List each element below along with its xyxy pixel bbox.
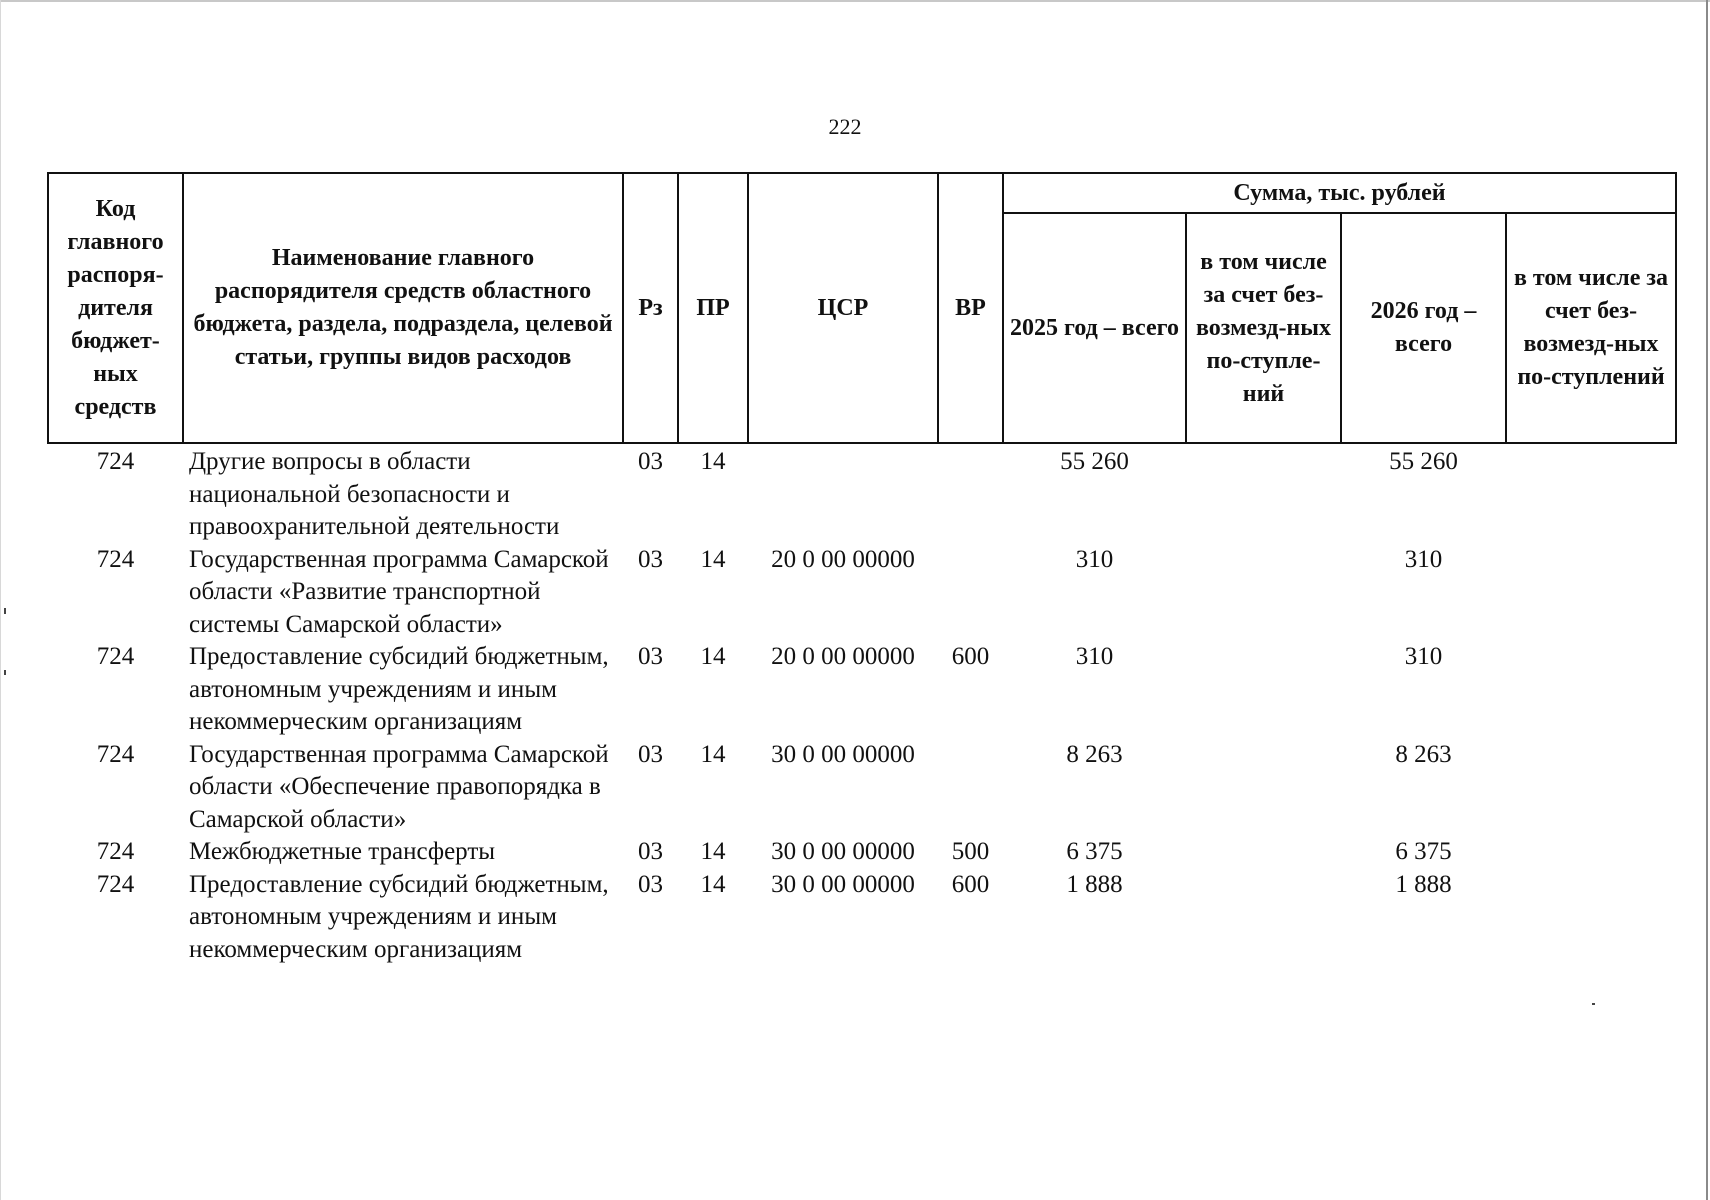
cell-rz: 03 [638,740,663,768]
cell-2025-total: 310 [1075,545,1114,573]
cell-rz: 03 [638,448,663,475]
table-header [48,173,1676,443]
cell-name: Государственная программа Самарской области «Обеспечение правопорядка в Самарской области» [189,740,609,833]
cell-csr: 30 0 00 00000 [771,870,915,898]
cell-2025-free [1186,443,1341,544]
page-number: 222 [828,114,862,139]
cell-csr: 20 0 00 00000 [771,643,915,670]
cell-2026-free [1506,739,1676,837]
cell-2025-free [1186,544,1341,642]
cell-2025-total: 8 263 [1066,740,1123,768]
cell-csr: 30 0 00 00000 [771,838,915,865]
cell-2025-free [1186,836,1341,869]
cell-2026-total: 55 260 [1389,448,1458,475]
budget-table [47,172,1677,966]
cell-pr: 14 [700,740,726,768]
scan-edge-right [1706,0,1708,1200]
scan-speck [4,670,6,675]
table-row [48,443,1676,544]
cell-2025-total: 1 888 [1066,870,1123,898]
cell-2026-free [1506,641,1676,739]
header-pr: ПР [678,173,748,443]
header-row-top [48,173,1676,213]
cell-name: Государственная программа Самарской области «Развитие транспортной системы Самарской области» [189,545,609,638]
header-2026-free: в том числе за счет без-возмезд-ных по-ступлений [1506,213,1676,443]
scan-speck [4,608,6,614]
cell-2026-total: 310 [1404,643,1443,670]
scan-edge-left [0,0,1,1200]
header-name: Наименование главного распорядителя средств областного бюджета, раздела, подраздела, целевой статьи, группы видов расходов [183,173,623,443]
table-row [48,739,1676,837]
header-rz: Рз [623,173,678,443]
cell-2025-free [1186,641,1341,739]
cell-vr [938,443,1003,544]
table-row [48,641,1676,739]
cell-pr: 14 [700,870,726,898]
cell-rz: 03 [638,870,663,898]
cell-code: 724 [96,870,135,898]
cell-2025-total: 55 260 [1060,448,1129,475]
cell-2026-free [1506,544,1676,642]
cell-vr: 600 [951,870,990,898]
cell-rz: 03 [638,838,663,865]
header-vr: ВР [938,173,1003,443]
cell-code: 724 [96,448,135,475]
cell-2026-total: 6 375 [1395,838,1452,865]
cell-vr [938,544,1003,642]
header-sum-group: Сумма, тыс. рублей [1003,173,1676,213]
cell-pr: 14 [700,643,726,670]
table-row [48,836,1676,869]
cell-code: 724 [96,740,135,768]
cell-code: 724 [96,545,135,573]
cell-vr [938,739,1003,837]
cell-2026-free [1506,443,1676,544]
table-body [48,443,1676,966]
cell-name: Межбюджетные трансферты [189,838,496,865]
cell-2025-free [1186,739,1341,837]
cell-2026-free [1506,836,1676,869]
cell-2026-total: 310 [1404,545,1443,573]
cell-code: 724 [96,838,135,865]
cell-2025-free [1186,869,1341,967]
header-code: Код главного распоря-дителя бюджет-ных средств [48,173,183,443]
cell-csr: 30 0 00 00000 [771,740,915,768]
cell-pr: 14 [700,448,726,475]
cell-2025-total: 310 [1075,643,1114,670]
header-2026-total: 2026 год – всего [1341,213,1506,443]
cell-vr: 500 [951,838,990,865]
cell-pr: 14 [700,838,726,865]
cell-2026-free [1506,869,1676,967]
cell-csr [748,443,938,544]
cell-name: Предоставление субсидий бюджетным, автономным учреждениям и иным некоммерческим организациям [189,643,609,735]
cell-2026-total: 1 888 [1395,870,1452,898]
header-2025-free: в том числе за счет без-возмезд-ных по-ступле-ний [1186,213,1341,443]
cell-2026-total: 8 263 [1395,740,1452,768]
table-row [48,544,1676,642]
cell-code: 724 [96,643,135,670]
cell-2025-total: 6 375 [1066,838,1123,865]
table-row [48,869,1676,967]
header-2025-total: 2025 год – всего [1003,213,1186,443]
cell-csr: 20 0 00 00000 [771,545,915,573]
cell-rz: 03 [638,545,663,573]
cell-name: Другие вопросы в области национальной безопасности и правоохранительной деятельности [189,448,560,540]
cell-rz: 03 [638,643,663,670]
cell-vr: 600 [951,643,990,670]
header-csr: ЦСР [748,173,938,443]
cell-pr: 14 [700,545,726,573]
scan-edge-top [0,0,1710,2]
cell-name: Предоставление субсидий бюджетным, автономным учреждениям и иным некоммерческим организациям [189,870,609,963]
scan-speck [1592,1003,1595,1005]
